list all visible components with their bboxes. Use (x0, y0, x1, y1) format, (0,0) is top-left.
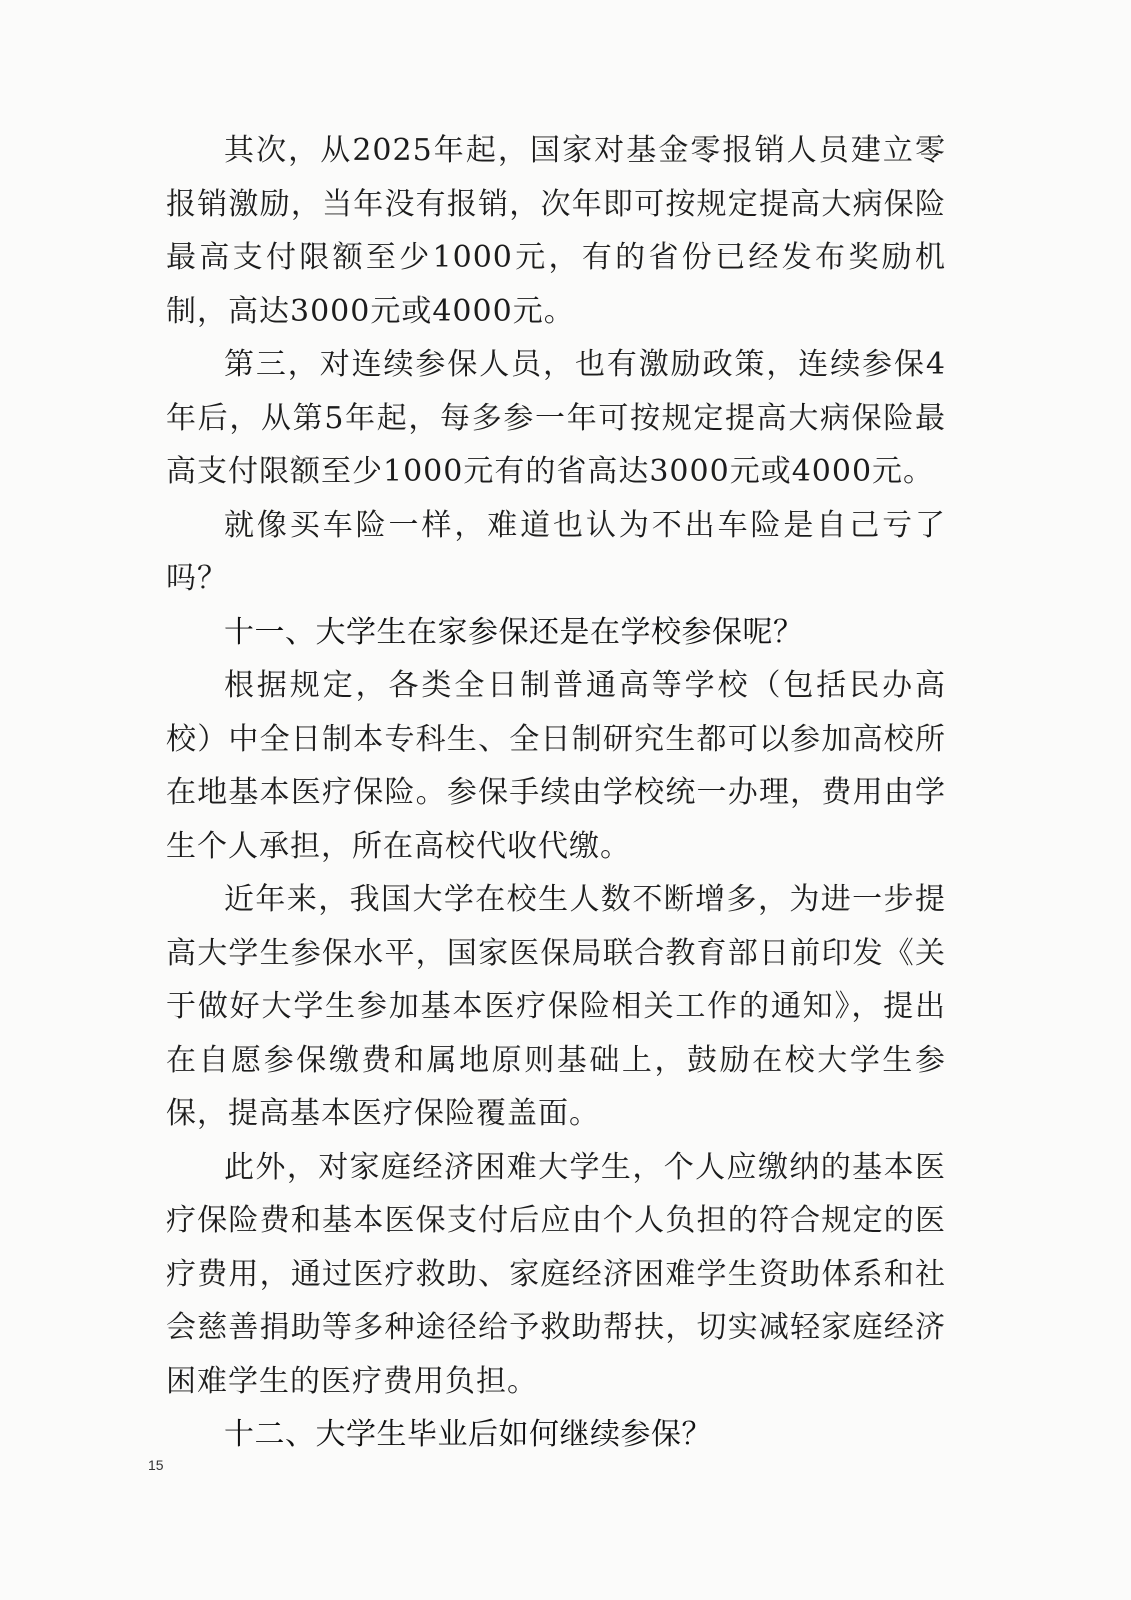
paragraph-student-enrollment-rules: 根据规定，各类全日制普通高等学校（包括民办高校）中全日制本专科生、全日制研究生都可以参加高校所在地基本医疗保险。参保手续由学校统一办理，费用由学生个人承担，所在高校代收代缴。 (166, 668, 946, 864)
paragraph-zero-claim-incentive: 其次，从2025年起，国家对基金零报销人员建立零报销激励，当年没有报销，次年即可按规定提高大病保险最高支付限额至少1000元，有的省份已经发布奖励机制，高达3000元或4000元。 (166, 133, 946, 329)
page-number: 15 (148, 1457, 164, 1473)
document-body (166, 124, 946, 1462)
section-heading-12: 十二、大学生毕业后如何继续参保？ (224, 1417, 712, 1452)
section-heading-11: 十一、大学生在家参保还是在学校参保呢？ (224, 614, 804, 650)
paragraph-car-insurance-analogy: 就像买车险一样，难道也认为不出车险是自己亏了吗？ (166, 507, 946, 596)
paragraph-financial-aid: 此外，对家庭经济困难大学生，个人应缴纳的基本医疗保险费和基本医保支付后应由个人负担的符合规定的医疗费用，通过医疗救助、家庭经济困难学生资助体系和社会慈善捐助等多种途径给予救助帮扶，切实减轻家庭经济困难学生的医疗费用负担。 (166, 1149, 946, 1399)
paragraph-national-notice: 近年来，我国大学在校生人数不断增多，为进一步提高大学生参保水平，国家医保局联合教育部日前印发《关于做好大学生参加基本医疗保险相关工作的通知》，提出在自愿参保缴费和属地原则基础上，鼓励在校大学生参保，提高基本医疗保险覆盖面。 (166, 882, 946, 1131)
paragraph-continuous-enrollment: 第三，对连续参保人员，也有激励政策，连续参保4年后，从第5年起，每多参一年可按规定提高大病保险最高支付限额至少1000元有的省高达3000元或4000元。 (166, 347, 946, 489)
